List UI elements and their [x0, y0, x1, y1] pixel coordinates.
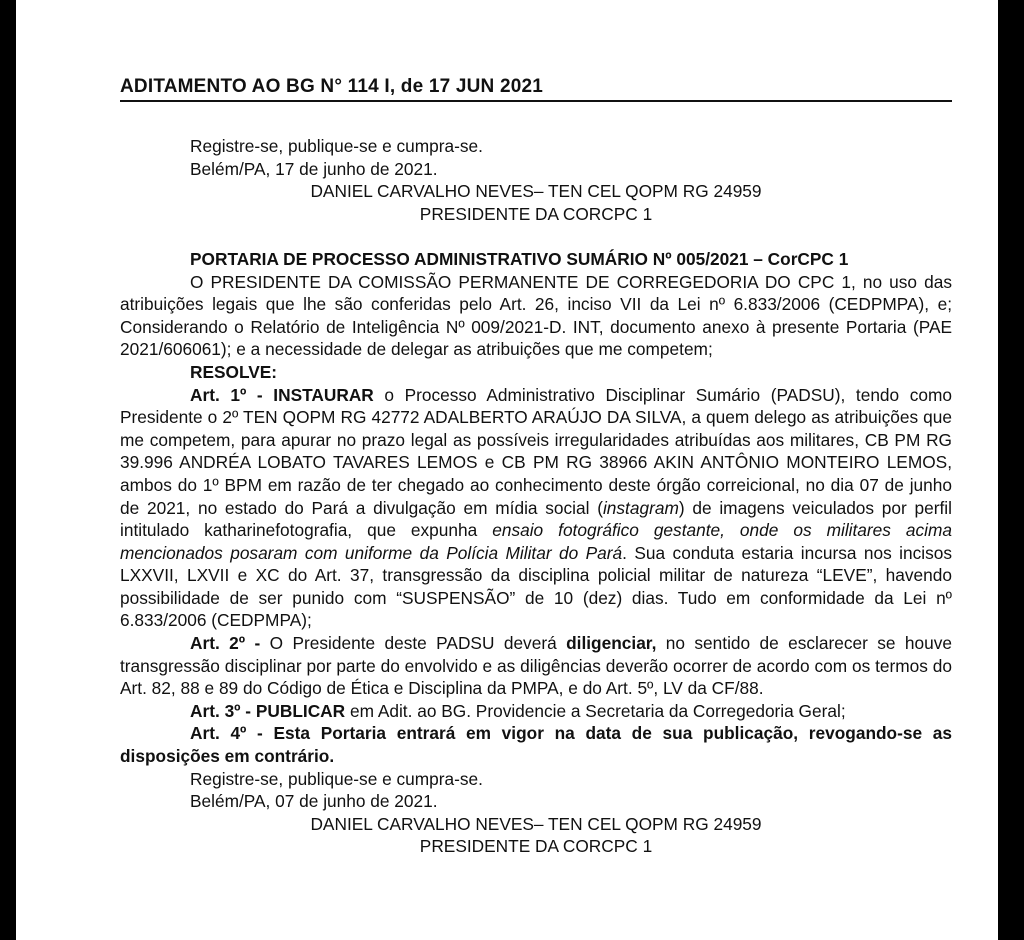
portaria-intro: O PRESIDENTE DA COMISSÃO PERMANENTE DE CORREGEDORIA DO CPC 1, no uso das atribuições legais que lhe são conferidas pelo Art. 26, inciso VII da Lei nº 6.833/2006 (CEDPMPA), e; Considerando o Relatório de Inteligência Nº 009/2021-D. INT, documento anexo à presente Portaria (PAE 2021/606061); e a necessidade de delegar as atribuições que me competem; — [120, 271, 952, 360]
place-date: Belém/PA, 17 de junho de 2021. — [190, 158, 438, 179]
signer-name: DANIEL CARVALHO NEVES– TEN CEL QOPM RG 24959 — [310, 813, 762, 834]
article-1-label: Art. 1º - — [190, 384, 263, 405]
signer-role: PRESIDENTE DA CORCPC 1 — [419, 203, 653, 224]
portaria-title: PORTARIA DE PROCESSO ADMINISTRATIVO SUMÁRIO Nº 005/2021 – CorCPC 1 — [190, 248, 849, 269]
article-2: Art. 2º - O Presidente deste PADSU deverá diligenciar, no sentido de esclarecer se houve transgressão disciplinar por parte do envolvido e as diligências deverão ocorrer de acordo com os termos do Art. 82, 88 e 89 do Código de Ética e Disciplina da PMPA, e do Art. 5º, LV da CF/88. — [120, 633, 952, 699]
right-edge — [998, 0, 1024, 940]
article-4-label: Art. 4º - — [190, 723, 263, 744]
closing-line: Registre-se, publique-se e cumpra-se. — [190, 768, 483, 789]
article-3: Art. 3º - PUBLICAR em Adit. ao BG. Providencie a Secretaria da Corregedoria Geral; — [190, 700, 846, 721]
spacer — [120, 225, 952, 248]
left-edge — [0, 0, 16, 940]
article-1: Art. 1º - INSTAURAR o Processo Administrativo Disciplinar Sumário (PADSU), tendo como Presidente o 2º TEN QOPM RG 42772 ADALBERTO ARAÚJO DA SILVA, a quem delego as atribuições que me competem, para apurar no prazo legal as possíveis irregularidades atribuídas aos militares, CB PM RG 39.996 ANDRÉA LOBATO TAVARES LEMOS e CB PM RG 38966 AKIN ANTÔNIO MONTEIRO LEMOS, ambos do 1º BPM em razão de ter chegado ao conhecimento deste órgão correicional, no dia 07 de junho de 2021, no estado do Pará a divulgação em mídia social (instagram) de imagens veiculados por perfil intitulado katharinefotografia, que expunha ensaio fotográfico gestante, onde os militares acima mencionados posaram com uniforme da Polícia Militar do Pará. Sua conduta estaria incursa nos incisos LXXVII, LXVII e XC do Art. 37, transgressão da disciplina policial militar de natureza “LEVE”, havendo possibilidade de ser punido com “SUSPENSÃO” de 10 (dez) dias. Tudo em conformidade da Lei nº 6.833/2006 (CEDPMPA); — [120, 384, 953, 631]
resolve-heading: RESOLVE: — [190, 361, 278, 382]
article-3-label: Art. 3º - — [190, 700, 252, 721]
page-header: ADITAMENTO AO BG N° 114 I, de 17 JUN 2021 — [120, 76, 952, 102]
article-2-label: Art. 2º - — [190, 633, 261, 654]
signer-name: DANIEL CARVALHO NEVES– TEN CEL QOPM RG 24959 — [310, 181, 762, 202]
article-4: Art. 4º - Esta Portaria entrará em vigor na data de sua publicação, revogando-se as disposições em contrário. — [120, 723, 952, 767]
article-1-action: INSTAURAR — [273, 384, 374, 405]
signer-role: PRESIDENTE DA CORCPC 1 — [419, 836, 653, 857]
document-page — [16, 0, 998, 940]
document-body — [120, 135, 952, 858]
place-date: Belém/PA, 07 de junho de 2021. — [190, 791, 438, 812]
article-3-action: PUBLICAR — [255, 700, 346, 721]
closing-line: Registre-se, publique-se e cumpra-se. — [190, 136, 483, 156]
